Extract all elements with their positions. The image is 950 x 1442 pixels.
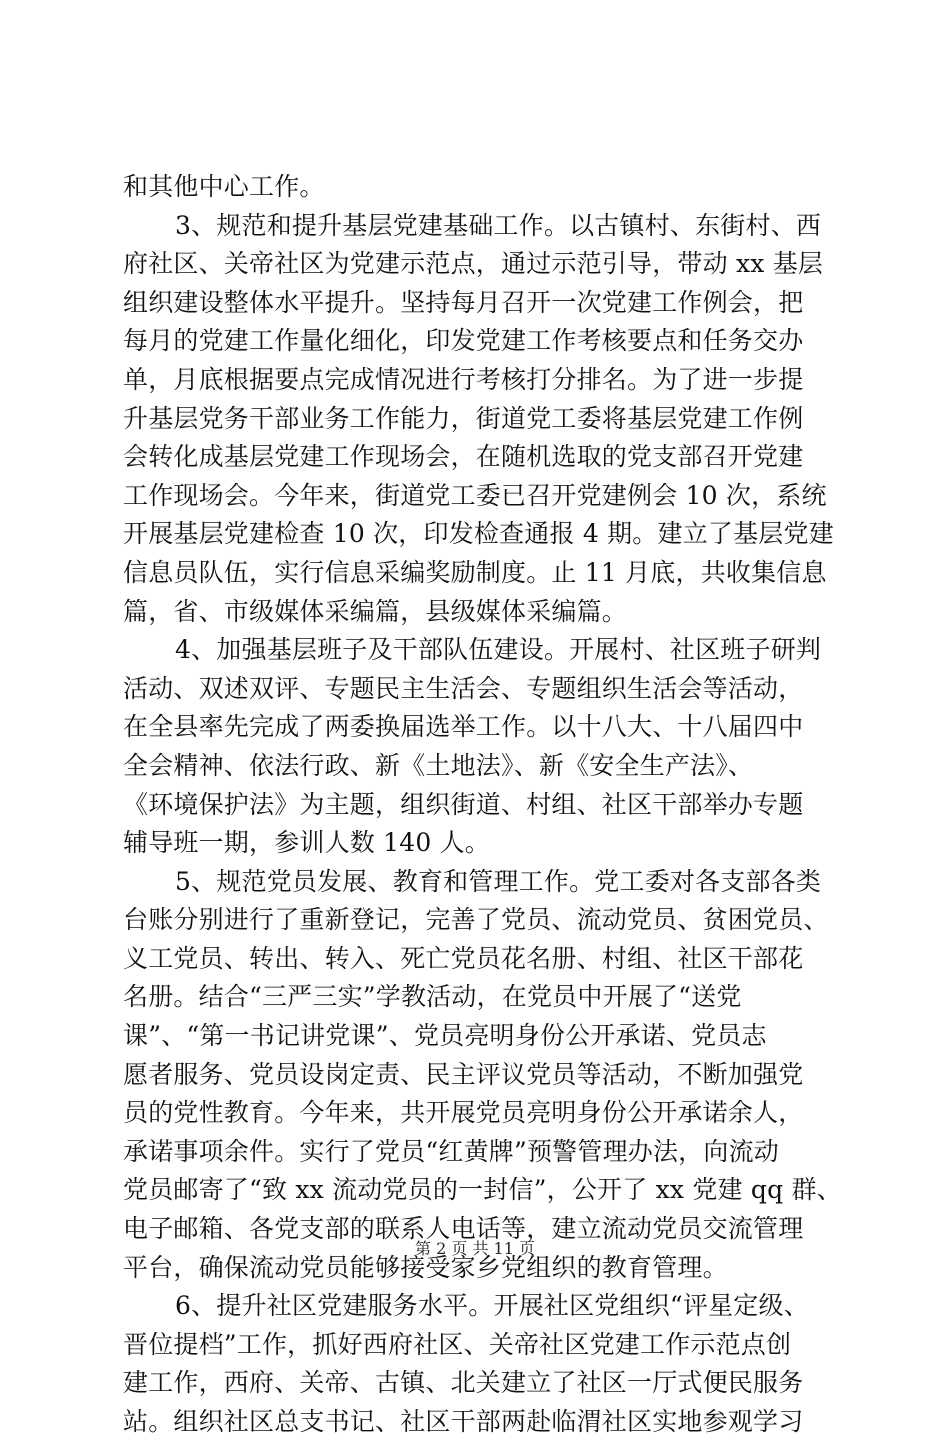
text-line: 课”、“第一书记讲党课”、党员亮明身份公开承诺、党员志 bbox=[123, 1021, 767, 1051]
text-line: 每月的党建工作量化细化，印发党建工作考核要点和任务交办 bbox=[123, 326, 804, 356]
text-line: 府社区、关帝社区为党建示范点，通过示范引导，带动 xx 基层 bbox=[123, 249, 824, 279]
text-line: 组织建设整体水平提升。坚持每月召开一次党建工作例会，把 bbox=[123, 287, 804, 317]
text-line: 平台，确保流动党员能够接受家乡党组织的教育管理。 bbox=[123, 1252, 728, 1282]
text-line: 名册。结合“三严三实”学教活动，在党员中开展了“送党 bbox=[123, 982, 742, 1012]
text-line: 愿者服务、党员设岗定责、民主评议党员等活动，不断加强党 bbox=[123, 1059, 804, 1089]
text-line: 开展基层党建检查 10 次，印发检查通报 4 期。建立了基层党建 bbox=[123, 519, 834, 549]
text-line: 活动、双述双评、专题民主生活会、专题组织生活会等活动， bbox=[123, 673, 804, 703]
text-line: 6、提升社区党建服务水平。开展社区党组织“评星定级、 bbox=[175, 1291, 809, 1321]
text-line: 台账分别进行了重新登记，完善了党员、流动党员、贫困党员、 bbox=[123, 905, 829, 935]
text-line: 会转化成基层党建工作现场会，在随机选取的党支部召开党建 bbox=[123, 442, 804, 472]
text-line: 党员邮寄了“致 xx 流动党员的一封信”，公开了 xx 党建 qq 群、 bbox=[123, 1175, 842, 1205]
text-line: 在全县率先完成了两委换届选举工作。以十八大、十八届四中 bbox=[123, 712, 804, 742]
text-line: 和其他中心工作。 bbox=[123, 172, 325, 201]
text-line: 3、规范和提升基层党建基础工作。以古镇村、东街村、西 bbox=[175, 210, 822, 240]
text-line: 升基层党务干部业务工作能力，街道党工委将基层党建工作例 bbox=[123, 403, 804, 433]
text-line: 义工党员、转出、转入、死亡党员花名册、村组、社区干部花 bbox=[123, 943, 804, 973]
text-line: 单，月底根据要点完成情况进行考核打分排名。为了进一步提 bbox=[123, 364, 804, 394]
text-line: 辅导班一期，参训人数 140 人。 bbox=[123, 828, 491, 858]
text-line: 5、规范党员发展、教育和管理工作。党工委对各支部各类 bbox=[175, 866, 822, 896]
text-line: 4、加强基层班子及干部队伍建设。开展村、社区班子研判 bbox=[175, 635, 822, 665]
text-line: 全会精神、依法行政、新《土地法》、新《安全生产法》、 bbox=[123, 750, 754, 780]
text-line: 《环境保护法》为主题，组织街道、村组、社区干部举办专题 bbox=[123, 789, 804, 819]
page-number: 第 2 页 共 11 页 bbox=[415, 1239, 535, 1258]
text-line: 电子邮箱、各党支部的联系人电话等，建立流动党员交流管理 bbox=[123, 1214, 804, 1244]
text-line: 信息员队伍，实行信息采编奖励制度。止 11 月底，共收集信息 bbox=[123, 557, 827, 587]
text-line: 承诺事项余件。实行了党员“红黄牌”预警管理办法，向流动 bbox=[123, 1136, 779, 1166]
text-line: 站。组织社区总支书记、社区干部两赴临渭社区实地参观学习 bbox=[123, 1407, 804, 1436]
text-line: 建工作，西府、关帝、古镇、北关建立了社区一厅式便民服务 bbox=[123, 1368, 804, 1398]
text-line: 工作现场会。今年来，街道党工委已召开党建例会 10 次，系统 bbox=[123, 480, 827, 510]
text-line: 篇，省、市级媒体采编篇，县级媒体采编篇。 bbox=[123, 596, 628, 626]
text-line: 晋位提档”工作，抓好西府社区、关帝社区党建工作示范点创 bbox=[123, 1329, 792, 1359]
text-line: 员的党性教育。今年来，共开展党员亮明身份公开承诺余人， bbox=[123, 1098, 804, 1128]
